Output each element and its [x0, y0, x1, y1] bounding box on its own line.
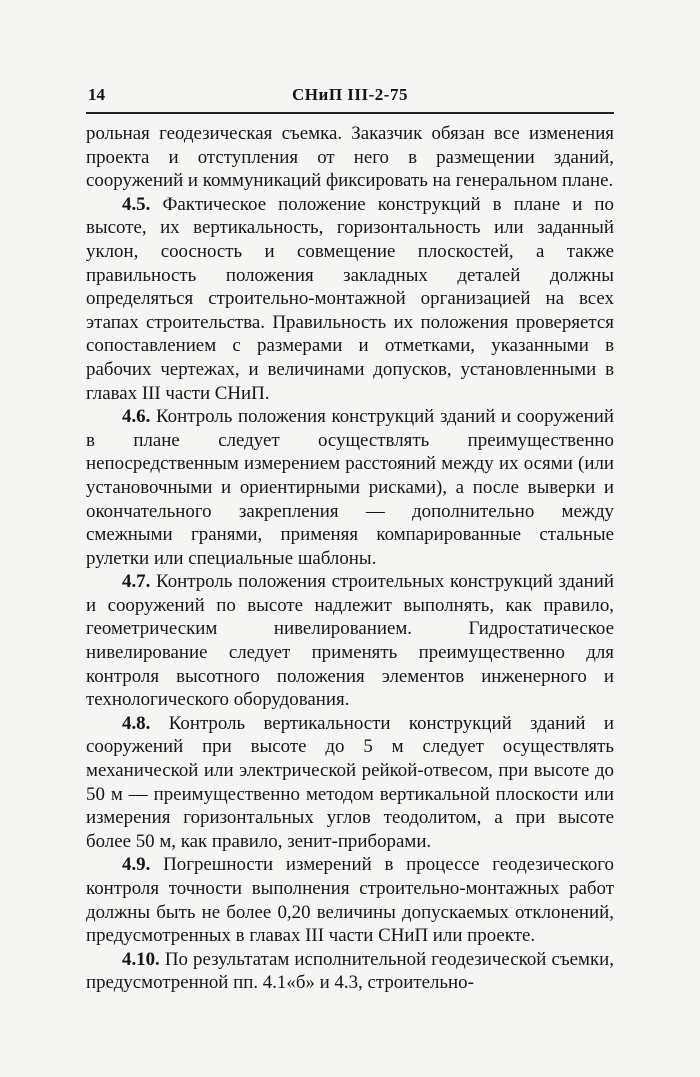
- page-number: 14: [88, 85, 105, 104]
- paragraph-number: 4.7.: [122, 571, 151, 593]
- paragraph-4-7: [86, 570, 614, 712]
- paragraph-number: 4.6.: [122, 406, 151, 428]
- running-title: СНиП III-2-75: [292, 85, 408, 104]
- paragraph-4-10: [86, 948, 614, 995]
- page-header: [86, 78, 614, 114]
- body-text: [86, 122, 614, 995]
- paragraph-text: Погрешности измерений в процессе геодезического контроля точности выполнения строительно-монтажных работ должны быть не более 0,20 величины допускаемых отклонений, предусмотренных в главах III части СНиП или проекте.: [86, 854, 614, 947]
- paragraph-number: 4.5.: [122, 193, 151, 215]
- paragraph-text: рольная геодезическая съемка. Заказчик обязан все изменения проекта и отступления от него в размещении зданий, сооружений и коммуникаций фиксировать на генеральном плане.: [86, 123, 614, 192]
- paragraph-4-6: [86, 405, 614, 570]
- paragraph-text: Контроль вертикальности конструкций зданий и сооружений при высоте до 5 м следует осуществлять механической или электрической рейкой-отвесом, при высоте до 50 м — преимущественно методом вертикальной плоскости или измерения горизонтальных углов теодолитом, а при высоте более 50 м, как правило, зенит-приборами.: [86, 712, 614, 852]
- paragraph-continuation: [86, 122, 614, 193]
- paragraph-text: Контроль положения конструкций зданий и сооружений в плане следует осуществлять преимущественно непосредственным измерением расстояний между их осями (или установочными и ориентирными рисками), а после выверки и окончательного закрепления — дополнительно между смежными гранями, применяя компарированные стальные рулетки или специальные шаблоны.: [86, 406, 614, 569]
- paragraph-text: Фактическое положение конструкций в плане и по высоте, их вертикальность, горизонтальность или заданный уклон, соосность и совмещение плоскостей, а также правильность положения закладных деталей должны определяться строительно-монтажной организацией на всех этапах строительства. Правильность их положения проверяется сопоставлением с размерами и отметками, указанными в рабочих чертежах, и величинами допусков, установленными в главах III части СНиП.: [86, 193, 614, 404]
- paragraph-4-9: [86, 853, 614, 947]
- paragraph-number: 4.8.: [122, 712, 151, 734]
- paragraph-number: 4.9.: [122, 854, 151, 876]
- paragraph-text: Контроль положения строительных конструкций зданий и сооружений по высоте надлежит выполнять, как правило, геометрическим нивелированием. Гидростатическое нивелирование следует применять преимущественно для контроля высотного положения элементов инженерного и технологического оборудования.: [86, 571, 614, 711]
- paragraph-4-8: [86, 712, 614, 854]
- paragraph-number: 4.10.: [122, 948, 160, 970]
- paragraph-text: По результатам исполнительной геодезической съемки, предусмотренной пп. 4.1«б» и 4.3, строительно-: [86, 948, 614, 994]
- paragraph-4-5: [86, 193, 614, 405]
